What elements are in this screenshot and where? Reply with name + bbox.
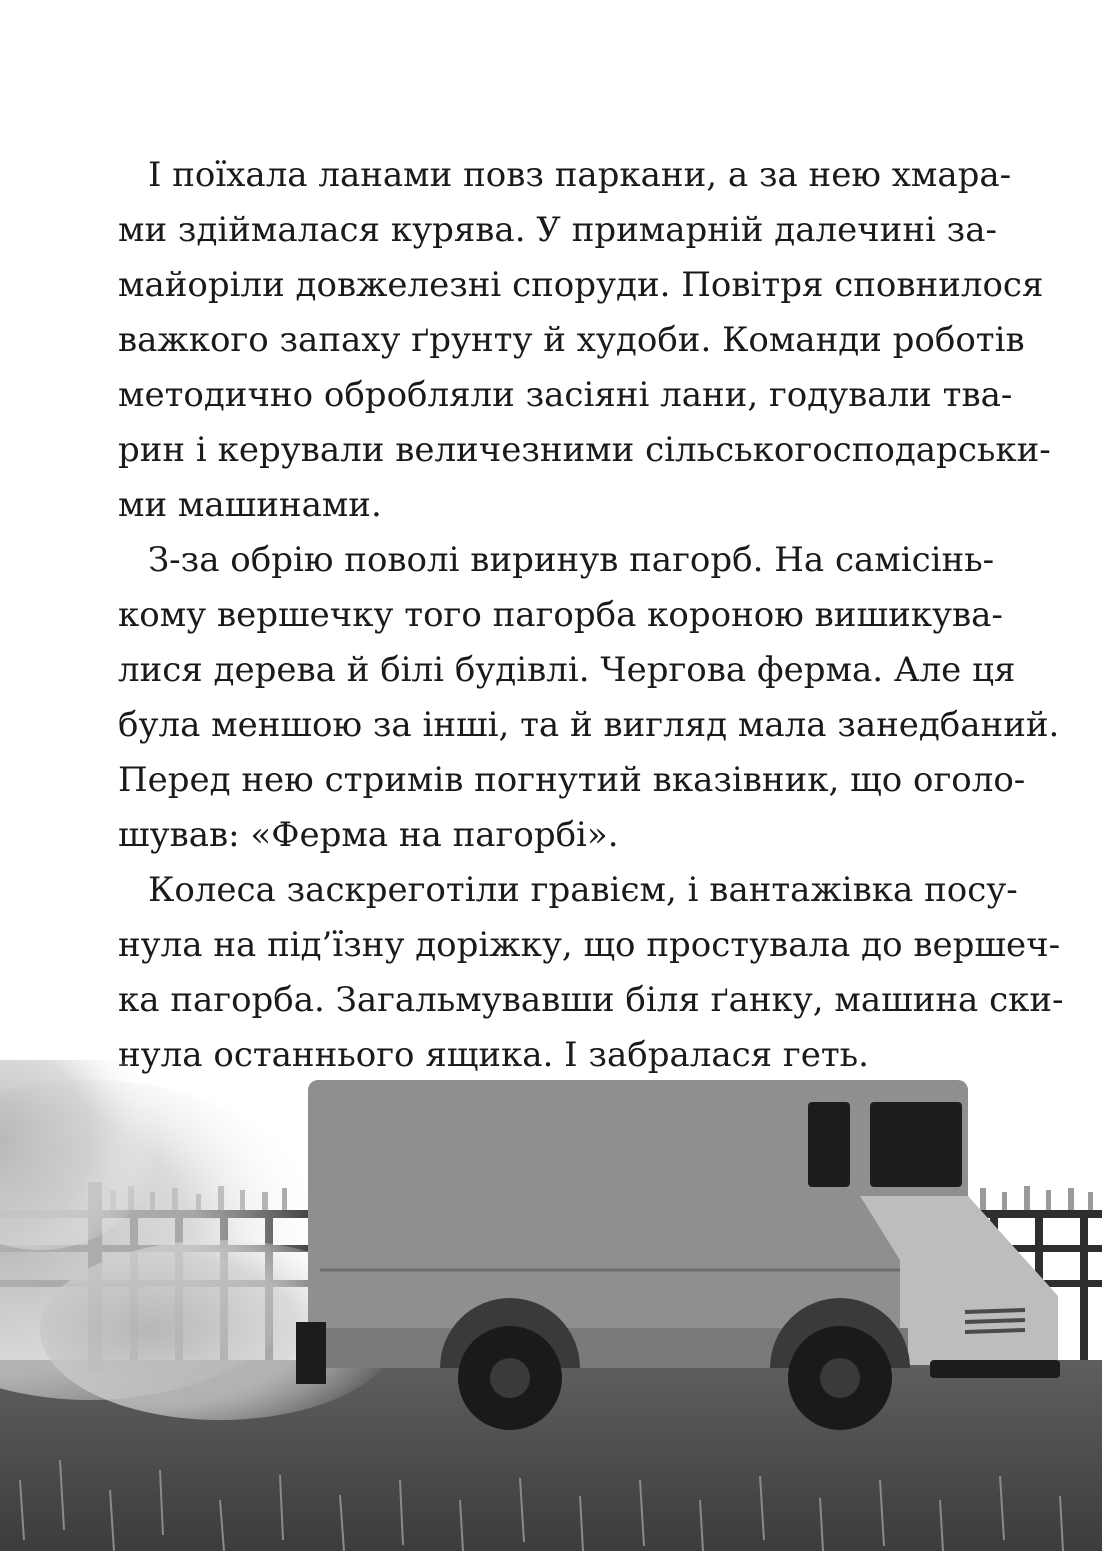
truck-scene — [0, 1060, 1102, 1551]
text-line: кому вершечку того пагорба короною вишикува- — [118, 595, 1003, 635]
page-text — [118, 148, 1064, 1083]
text-line: З-за обрію поволі виринув пагорб. На самісінь- — [148, 540, 995, 580]
text-line: лися дерева й білі будівлі. Чергова ферма. Але ця — [118, 650, 1016, 690]
text-line: ми здіймалася курява. У примарній далечині за- — [118, 210, 997, 250]
paragraph-1 — [118, 148, 1051, 533]
text-line: майоріли довжелезні споруди. Повітря сповнилося — [118, 265, 1044, 305]
text-line: нула останнього ящика. І забралася геть. — [118, 1035, 869, 1075]
text-line: Перед нею стримів погнутий вказівник, що оголо- — [118, 760, 1026, 800]
text-line: була меншою за інші, та й вигляд мала занедбаний. — [118, 705, 1060, 745]
text-line: важкого запаху ґрунту й худоби. Команди роботів — [118, 320, 1025, 360]
paragraph-2 — [118, 533, 1060, 863]
text-line: І поїхала ланами повз паркани, а за нею хмара- — [148, 155, 1012, 195]
truck-mudflap — [296, 1322, 326, 1384]
truck-bumper — [930, 1360, 1060, 1378]
text-line: ка пагорба. Загальмувавши біля ґанку, машина ски- — [118, 980, 1064, 1020]
text-line: рин і керували величезними сільськогосподарськи- — [118, 430, 1051, 470]
text-line: ми машинами. — [118, 485, 382, 525]
paragraph-3 — [118, 863, 1064, 1083]
truck-side-window — [808, 1102, 850, 1187]
truck-front-window — [870, 1102, 962, 1187]
text-line: Колеса заскреготіли гравієм, і вантажівка посу- — [148, 870, 1018, 910]
text-line: шував: «Ферма на пагорбі». — [118, 815, 619, 855]
text-line: методично обробляли засіяні лани, годували тва- — [118, 375, 1013, 415]
text-line: нула на під’їзну доріжку, що простувала до вершеч- — [118, 925, 1061, 965]
truck-illustration — [0, 1060, 1102, 1551]
